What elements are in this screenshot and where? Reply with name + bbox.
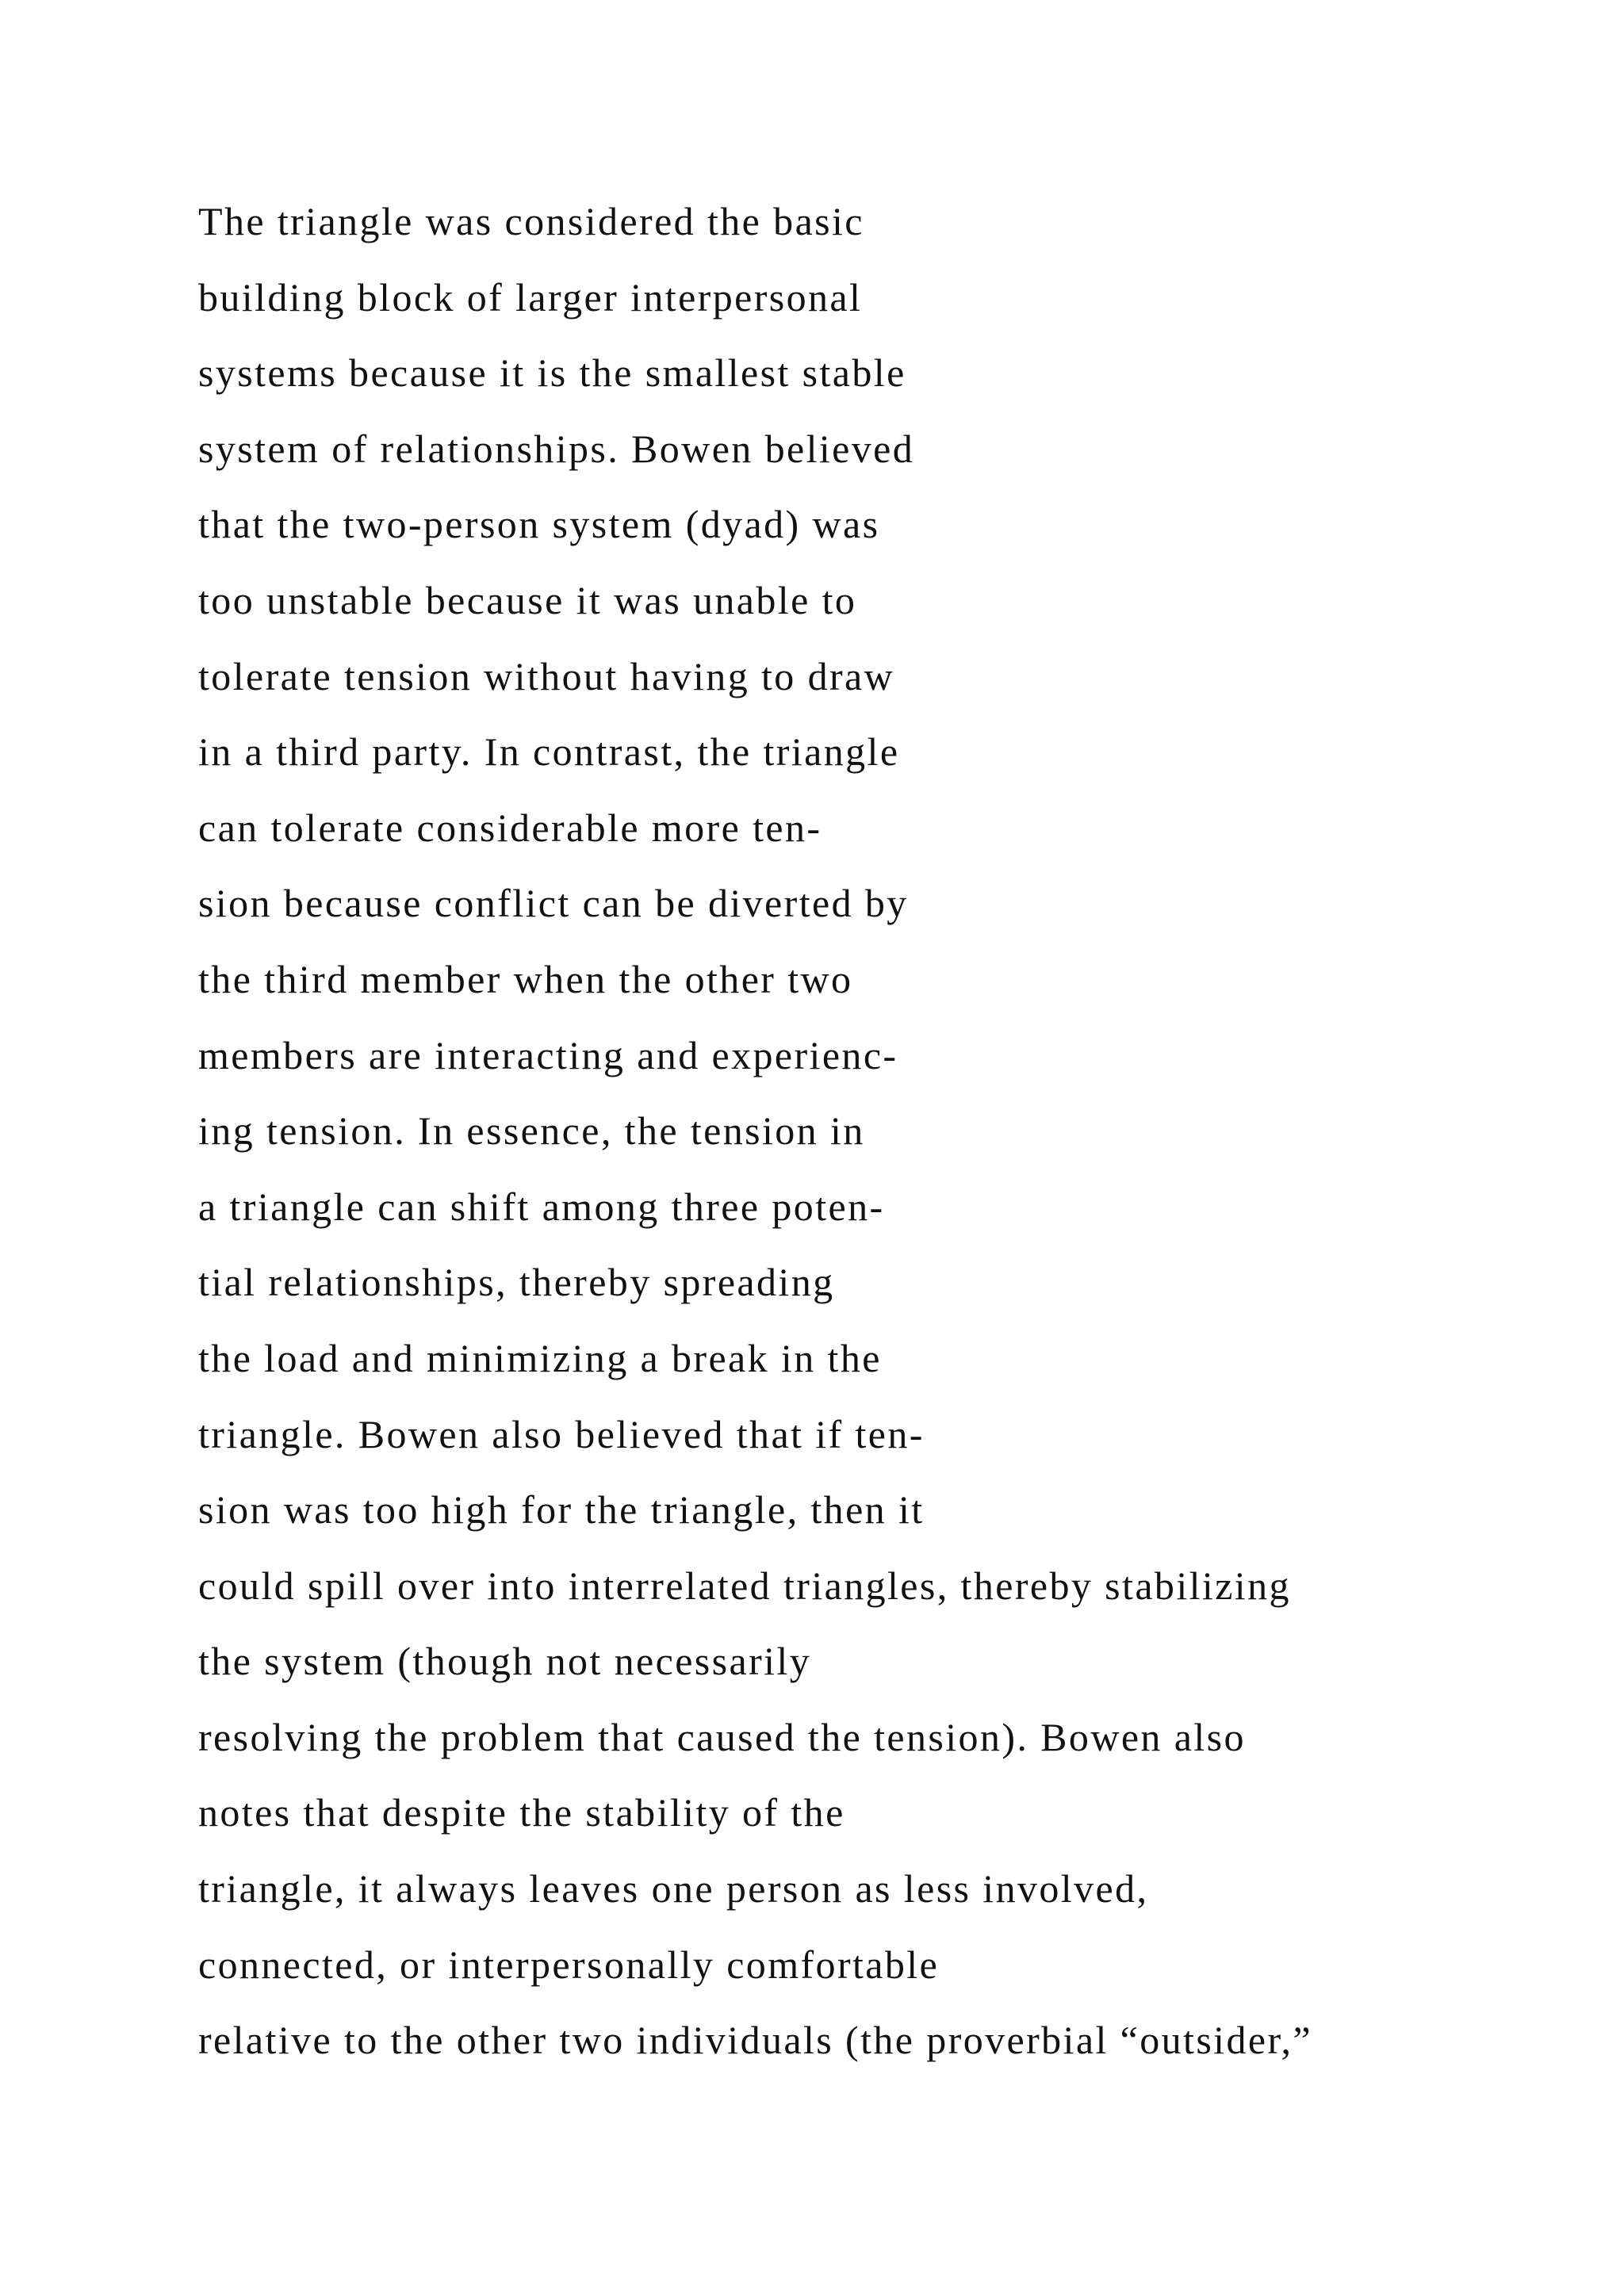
text-line-12: members are interacting and experienc-: [198, 1032, 898, 1077]
text-line-9: can tolerate considerable more ten-: [198, 805, 822, 850]
text-line-10: sion because conflict can be diverted by: [198, 881, 909, 926]
text-line-5: that the two-person system (dyad) was: [198, 502, 880, 547]
text-line-16: the load and minimizing a break in the: [198, 1335, 882, 1380]
text-line-2: building block of larger interpersonal: [198, 274, 863, 320]
text-line-4: system of relationships. Bowen believed: [198, 426, 915, 471]
text-line-18: sion was too high for the triangle, then it: [198, 1487, 925, 1533]
text-line-14: a triangle can shift among three poten-: [198, 1184, 885, 1229]
text-line-17: triangle. Bowen also believed that if ten-: [198, 1411, 925, 1456]
body-text: [198, 184, 1499, 2079]
text-line-20: the system (though not necessarily: [198, 1639, 812, 1684]
text-line-23: triangle, it always leaves one person as less involved,: [198, 1866, 1149, 1911]
text-line-7: tolerate tension without having to draw: [198, 653, 895, 698]
text-line-3: systems because it is the smallest stable: [198, 350, 906, 396]
text-line-13: ing tension. In essence, the tension in: [198, 1108, 865, 1154]
text-line-11: the third member when the other two: [198, 956, 853, 1001]
text-line-6: too unstable because it was unable to: [198, 577, 857, 622]
text-line-1: The triangle was considered the basic: [198, 199, 864, 243]
text-line-8: in a third party. In contrast, the triangle: [198, 729, 900, 775]
text-line-25: relative to the other two individuals (the proverbial “outsider,”: [198, 2018, 1312, 2063]
text-line-21: resolving the problem that caused the tension). Bowen also: [198, 1714, 1246, 1759]
text-line-22: notes that despite the stability of the: [198, 1790, 845, 1835]
text-line-24: connected, or interpersonally comfortable: [198, 1942, 940, 1987]
text-line-15: tial relationships, thereby spreading: [198, 1260, 835, 1305]
text-line-19: could spill over into interrelated triangles, thereby stabilizing: [198, 1563, 1291, 1608]
